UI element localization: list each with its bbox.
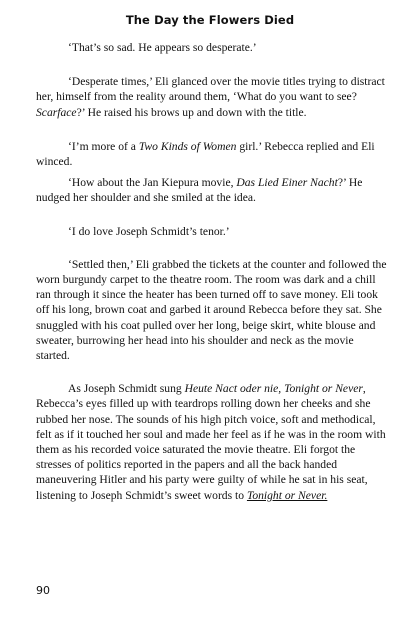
text-run: ?’ He raised his brows up and down with the title. (76, 105, 307, 119)
text-run: ‘That’s so sad. He appears so desperate.’ (68, 41, 257, 54)
body-text (36, 40, 388, 503)
paragraph (36, 74, 388, 120)
song-title-link (247, 489, 327, 502)
movie-title: Das Lied Einer Nacht (236, 176, 338, 190)
text-run: , Rebecca’s eyes filled up with teardrops rolling down her cheeks and she rubbed her nose. The sounds of his high pitch voice, soft and methodical, felt as if it touched her soul and made her feel as if he was in the room with them as his recorded voice saturated the movie theatre. Eli forgot the stresses of politics reported in the papers and all the back handed maneuvering Hitler and his party were guilty of while he sat in his seat, listening to Joseph Schmidt’s sweet words to (36, 382, 386, 502)
underlined-title: Tonight or Never. (246, 488, 328, 502)
paragraph (36, 381, 388, 503)
song-title: Heute Nact oder nie, Tonight or Never (184, 382, 363, 396)
running-header: The Day the Flowers Died (125, 13, 295, 27)
paragraph (36, 224, 388, 239)
page-number: 90 (36, 584, 50, 597)
paragraph (36, 257, 388, 363)
paragraph (36, 175, 388, 205)
paragraph (36, 40, 388, 55)
movie-title: Two Kinds of Women (138, 139, 237, 153)
text-run: ‘Desperate times,’ Eli glanced over the movie titles trying to distract her, himself from the reality around them, ‘What do you want to see? (36, 75, 385, 104)
text-run: ?’ He nudged her shoulder and she smiled at the idea. (36, 176, 363, 205)
text-run: As Joseph Schmidt sung (68, 382, 185, 396)
paragraph (36, 139, 388, 169)
text-run: ‘I do love Joseph Schmidt’s tenor.’ (68, 224, 230, 238)
movie-title: Scarface (36, 105, 77, 119)
text-run: ‘How about the Jan Kiepura movie, (68, 176, 237, 190)
text-run: girl.’ Rebecca replied and Eli winced. (36, 139, 375, 169)
text-run: ‘I’m more of a (68, 139, 139, 153)
text-run: ‘Settled then,’ Eli grabbed the tickets at the counter and followed the worn burgundy carpet to the theatre room. The room was dark and a chill ran through it since the heater has been turned off to save money. Eli took off his long, brown coat and garbed it around Rebecca before they sat. She snuggled with his coat pulled over her long, beige skirt, white blouse and sweater, burrowing her head into his shoulder and neck as the movie started. (36, 257, 387, 363)
